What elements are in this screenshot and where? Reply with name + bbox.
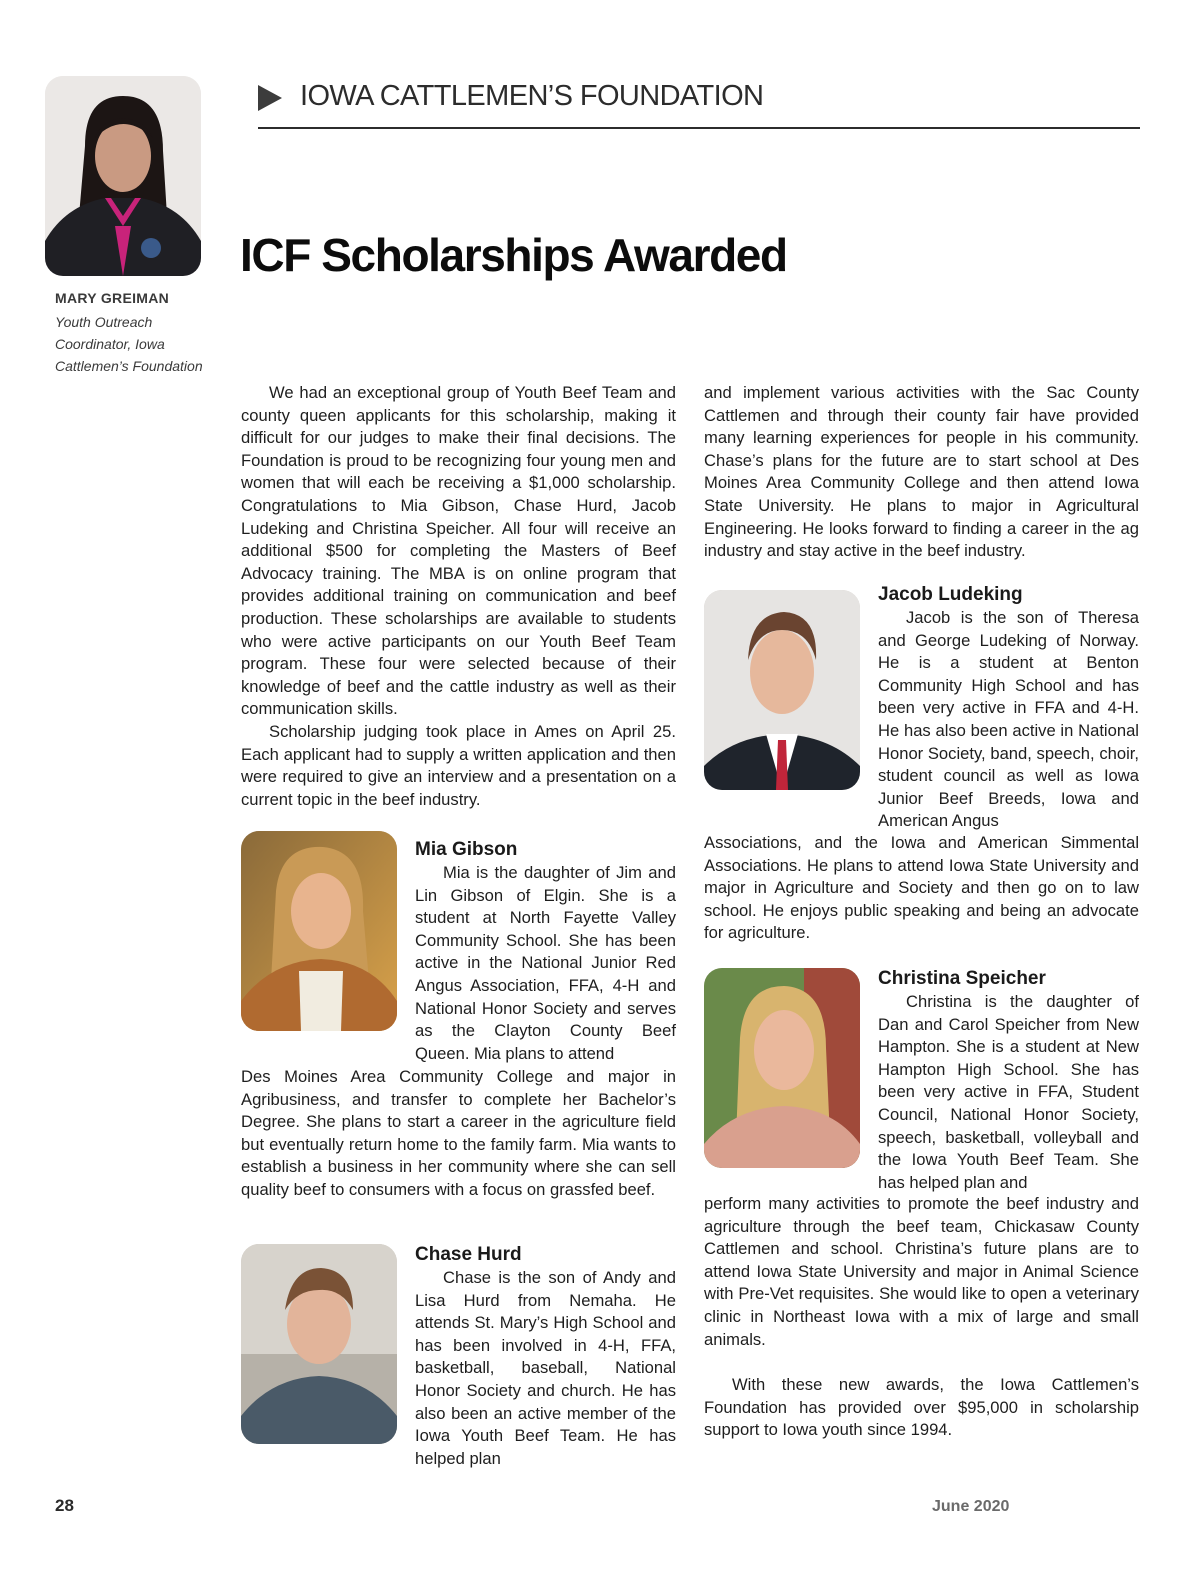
- section-divider: [258, 127, 1140, 129]
- play-arrow-icon: [258, 85, 282, 111]
- section-title: IOWA CATTLEMEN’S FOUNDATION: [300, 80, 764, 112]
- christina-bio-full: perform many activities to promote the beef industry and agriculture through the beef team, Chickasaw County Cattlemen and school. Christina’s future plans are to attend Iowa State University and major in Animal Science with Pre-Vet requisites. She would like to open a veterinary clinic in Northeast Iowa with a mix of large and small animals.: [704, 1194, 1139, 1349]
- chase-hurd-photo: [241, 1244, 397, 1444]
- christina-speicher-photo: [704, 968, 860, 1168]
- jacob-bio-side: Jacob is the son of Theresa and George Ludeking of Norway. He is a student at Benton Community High School and has been very active in FFA and 4-H. He has also been active in National Honor Society, band, speech, choir, student council as well as Iowa Junior Beef Breeds, Iowa and American Angus: [878, 608, 1139, 831]
- recipient-name-chase: Chase Hurd: [415, 1244, 522, 1265]
- mia-gibson-photo: [241, 831, 397, 1031]
- author-photo: [45, 76, 201, 276]
- recipient-name-jacob: Jacob Ludeking: [878, 584, 1023, 605]
- chase-bio-side: Chase is the son of Andy and Lisa Hurd from Nemaha. He attends St. Mary’s High School and has been involved in 4-H, FFA, basketball, baseball, National Honor Society and church. He has also been an active member of the Iowa Youth Beef Team. He has helped plan: [415, 1268, 676, 1468]
- page-number: 28: [55, 1496, 74, 1515]
- jacob-ludeking-photo: [704, 590, 860, 790]
- intro-paragraph-2: Scholarship judging took place in Ames on April 25. Each applicant had to supply a written application and then were required to give an interview and a presentation on a current topic in the beef industry.: [241, 722, 676, 809]
- closing-paragraph: With these new awards, the Iowa Cattlemen’s Foundation has provided over $95,000 in scholarship support to Iowa youth since 1994.: [704, 1375, 1139, 1440]
- chase-bio-continued: and implement various activities with the Sac County Cattlemen and through their county fair have provided many learning experiences for people in his community. Chase’s plans for the future are to start school at Des Moines Area Community College and then attend Iowa State University. He plans to major in Agricultural Engineering. He looks forward to finding a career in the ag industry and stay active in the beef industry.: [704, 383, 1139, 561]
- author-role: Youth Outreach Coordinator, Iowa Cattlemen’s Foundation: [55, 314, 203, 374]
- page-title: ICF Scholarships Awarded: [240, 229, 787, 281]
- intro-paragraph-1: We had an exceptional group of Youth Beef Team and county queen applicants for this scholarship, making it difficult for our judges to make their final decisions. The Foundation is proud to be recognizing four young men and women that will each be receiving a $1,000 scholarship. Congratulations to Mia Gibson, Chase Hurd, Jacob Ludeking and Christina Speicher. All four will receive an additional $500 for completing the Masters of Beef Advocacy training. The MBA is on online program that provides additional training on communication and beef production. These scholarships are available to students who were active participants on our Youth Beef Team program. These four were selected because of their knowledge of beef and the cattle industry as well as their communication skills.: [241, 383, 676, 719]
- jacob-bio-full: Associations, and the Iowa and American Simmental Associations. He plans to attend Iowa State University and major in Agriculture and Society and then go on to law school. He enjoys public speaking and being an advocate for agriculture.: [704, 833, 1139, 943]
- author-name: MARY GREIMAN: [55, 290, 170, 306]
- recipient-name-christina: Christina Speicher: [878, 968, 1046, 989]
- christina-bio-side: Christina is the daughter of Dan and Carol Speicher from New Hampton. She is a student at New Hampton High School. She has been very active in FFA, Student Council, National Honor Society, speech, basketball, volleyball and the Iowa Youth Beef Team. She has helped plan and: [878, 992, 1139, 1192]
- mia-bio-full: Des Moines Area Community College and major in Agribusiness, and transfer to complete her Bachelor’s Degree. She plans to start a career in the agriculture field but eventually return home to the family farm. Mia wants to establish a business in her community where she can sell quality beef to consumers with a focus on grassfed beef.: [241, 1067, 676, 1199]
- mia-bio-side: Mia is the daughter of Jim and Lin Gibson of Elgin. She is a student at North Fayette Valley Community School. She has been active in the National Junior Red Angus Association, FFA, 4-H and National Honor Society and serves as the Clayton County Beef Queen. Mia plans to attend: [415, 863, 676, 1063]
- issue-date: June 2020: [932, 1498, 1010, 1515]
- recipient-name-mia: Mia Gibson: [415, 839, 518, 860]
